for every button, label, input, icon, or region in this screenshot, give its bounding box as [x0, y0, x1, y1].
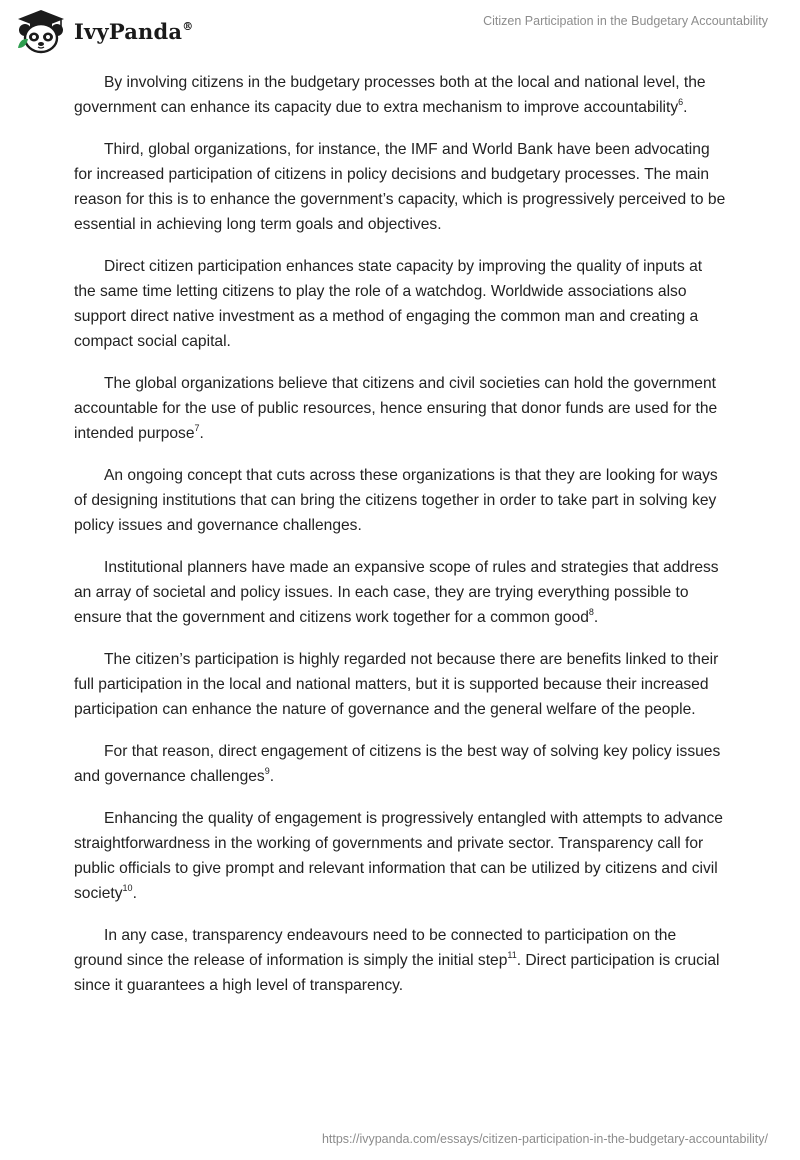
paragraph: An ongoing concept that cuts across these organizations is that they are looking for ways of designing institutions that can bring the citizens together in order to take part in solving key policy issues and governance challenges.	[74, 467, 718, 534]
footnote-ref: 7	[194, 423, 200, 433]
paragraph: Enhancing the quality of engagement is progressively entangled with attempts to advance straightforwardness in the working of governments and private sector. Transparency call for public officials to give prompt and relevant information that can be utilized by citizens and civil society$^{10}$.	[74, 810, 723, 902]
document-title: Citizen Participation in the Budgetary Accountability	[483, 14, 768, 28]
paragraph: Institutional planners have made an expansive scope of rules and strategies that address an array of societal and policy issues. In each case, they are trying everything possible to ensure that the government and citizens work together for a common good$^8$.	[74, 559, 719, 626]
paragraph: In any case, transparency endeavours need to be connected to participation on the ground since the release of information is simply the initial step$^{11}$. Direct participation is crucial since it guarantees a high level of transparency.	[74, 927, 720, 994]
panda-graduate-icon	[14, 8, 68, 54]
paragraph: Direct citizen participation enhances state capacity by improving the quality of inputs at the same time letting citizens to play the role of a watchdog. Worldwide associations also support direct native investment as a method of engaging the common man and creating a compact social capital.	[74, 258, 703, 350]
footnote-ref: 8	[588, 607, 594, 617]
brand-name: IvyPanda®	[74, 18, 194, 44]
essay-body	[74, 70, 728, 1015]
page-header	[0, 0, 800, 62]
paragraph: Third, global organizations, for instance, the IMF and World Bank have been advocating for increased participation of citizens in policy decisions and budgetary processes. The main reason for this is to enhance the government’s capacity, which is progressively perceived to be essential in achieving long term goals and objectives.	[74, 141, 726, 233]
paragraph: The citizen’s participation is highly regarded not because there are benefits linked to their full participation in the local and national matters, but it is supported because their increased participation can enhance the nature of governance and the general welfare of the people.	[74, 651, 719, 718]
source-url[interactable]: https://ivypanda.com/essays/citizen-participation-in-the-budgetary-accountability/	[321, 1132, 768, 1146]
paragraph: By involving citizens in the budgetary processes both at the local and national level, the government can enhance its capacity due to extra mechanism to improve accountability$^6$.	[74, 74, 706, 116]
footnote-ref: 6	[678, 97, 684, 107]
footnote-ref: 11	[507, 950, 517, 960]
footnote-ref: 10	[122, 883, 133, 893]
paragraph: For that reason, direct engagement of citizens is the best way of solving key policy issues and governance challenges$^9$.	[74, 743, 721, 785]
footnote-ref: 9	[264, 766, 270, 776]
ivypanda-logo[interactable]	[14, 8, 193, 54]
paragraph: The global organizations believe that citizens and civil societies can hold the government accountable for the use of public resources, hence ensuring that donor funds are used for the intended purpose$^7$.	[74, 375, 718, 442]
